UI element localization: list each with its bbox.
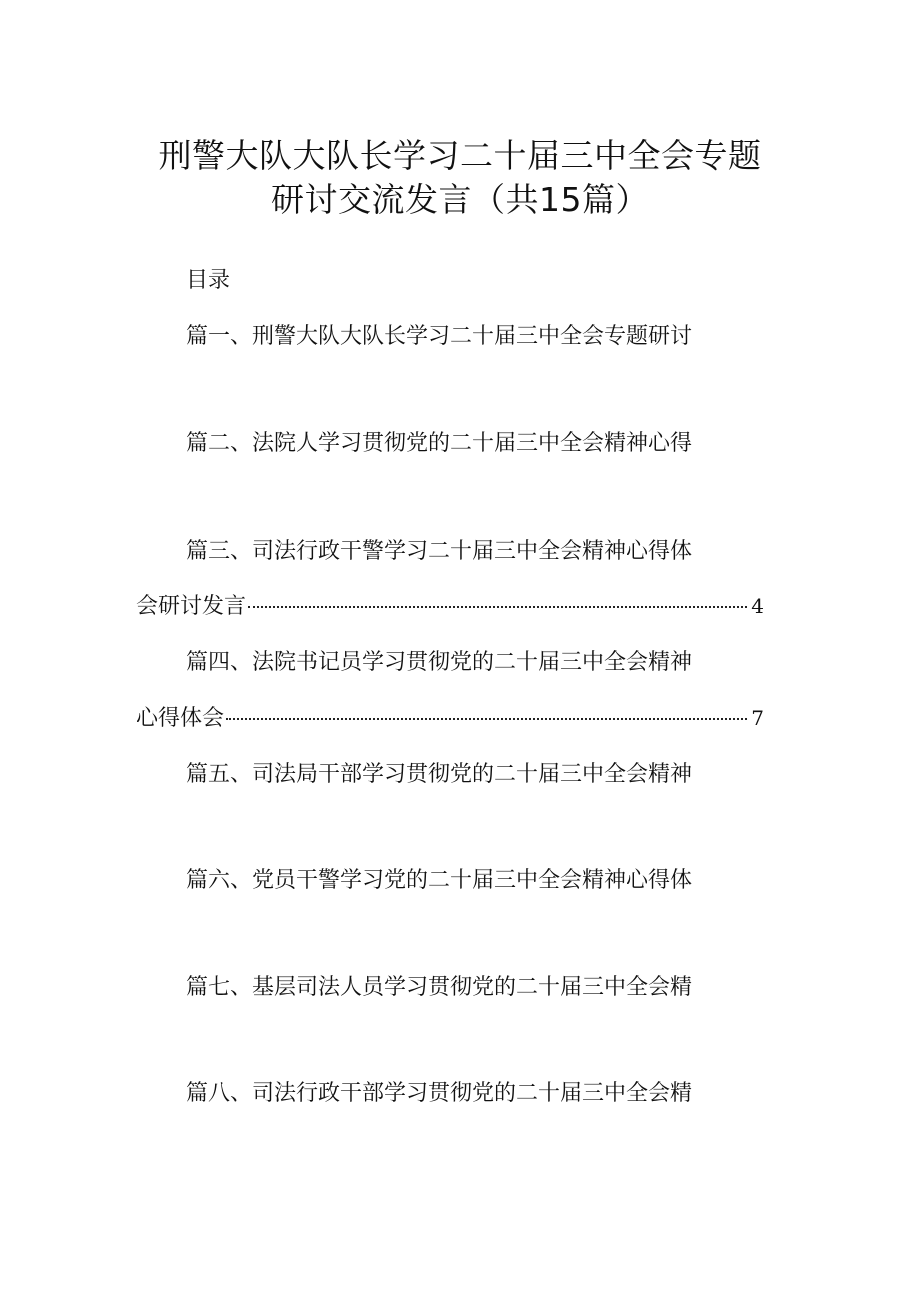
- toc-entry-3-page-number: 4: [751, 594, 764, 618]
- document-title-line-1: 刑警大队大队长学习二十届三中全会专题: [158, 136, 762, 175]
- toc-entry-4-continuation[interactable]: [136, 703, 764, 734]
- document-title-line-2: 研讨交流发言（共15篇）: [271, 180, 649, 219]
- toc-leader-dots: [226, 718, 747, 720]
- toc-entry-6[interactable]: 篇六、党员干警学习党的二十届三中全会精神心得体: [186, 868, 693, 893]
- toc-entry-4-line2: 心得体会: [136, 706, 225, 731]
- toc-entry-8[interactable]: 篇八、司法行政干部学习贯彻党的二十届三中全会精: [186, 1081, 693, 1106]
- toc-entry-3-continuation[interactable]: [136, 591, 764, 622]
- toc-leader-dots: [248, 606, 747, 608]
- toc-entry-3-line2: 会研讨发言: [136, 594, 247, 619]
- toc-entry-3[interactable]: 篇三、司法行政干警学习二十届三中全会精神心得体: [186, 539, 693, 564]
- toc-entry-1[interactable]: 篇一、刑警大队大队长学习二十届三中全会专题研讨: [186, 324, 693, 349]
- toc-entry-7[interactable]: 篇七、基层司法人员学习贯彻党的二十届三中全会精: [186, 975, 693, 1000]
- toc-entry-2[interactable]: 篇二、法院人学习贯彻党的二十届三中全会精神心得: [186, 431, 693, 456]
- toc-entry-5[interactable]: 篇五、司法局干部学习贯彻党的二十届三中全会精神: [186, 762, 693, 787]
- toc-entry-4[interactable]: 篇四、法院书记员学习贯彻党的二十届三中全会精神: [186, 650, 693, 675]
- toc-heading: 目录: [186, 268, 231, 293]
- toc-entry-4-page-number: 7: [751, 706, 764, 730]
